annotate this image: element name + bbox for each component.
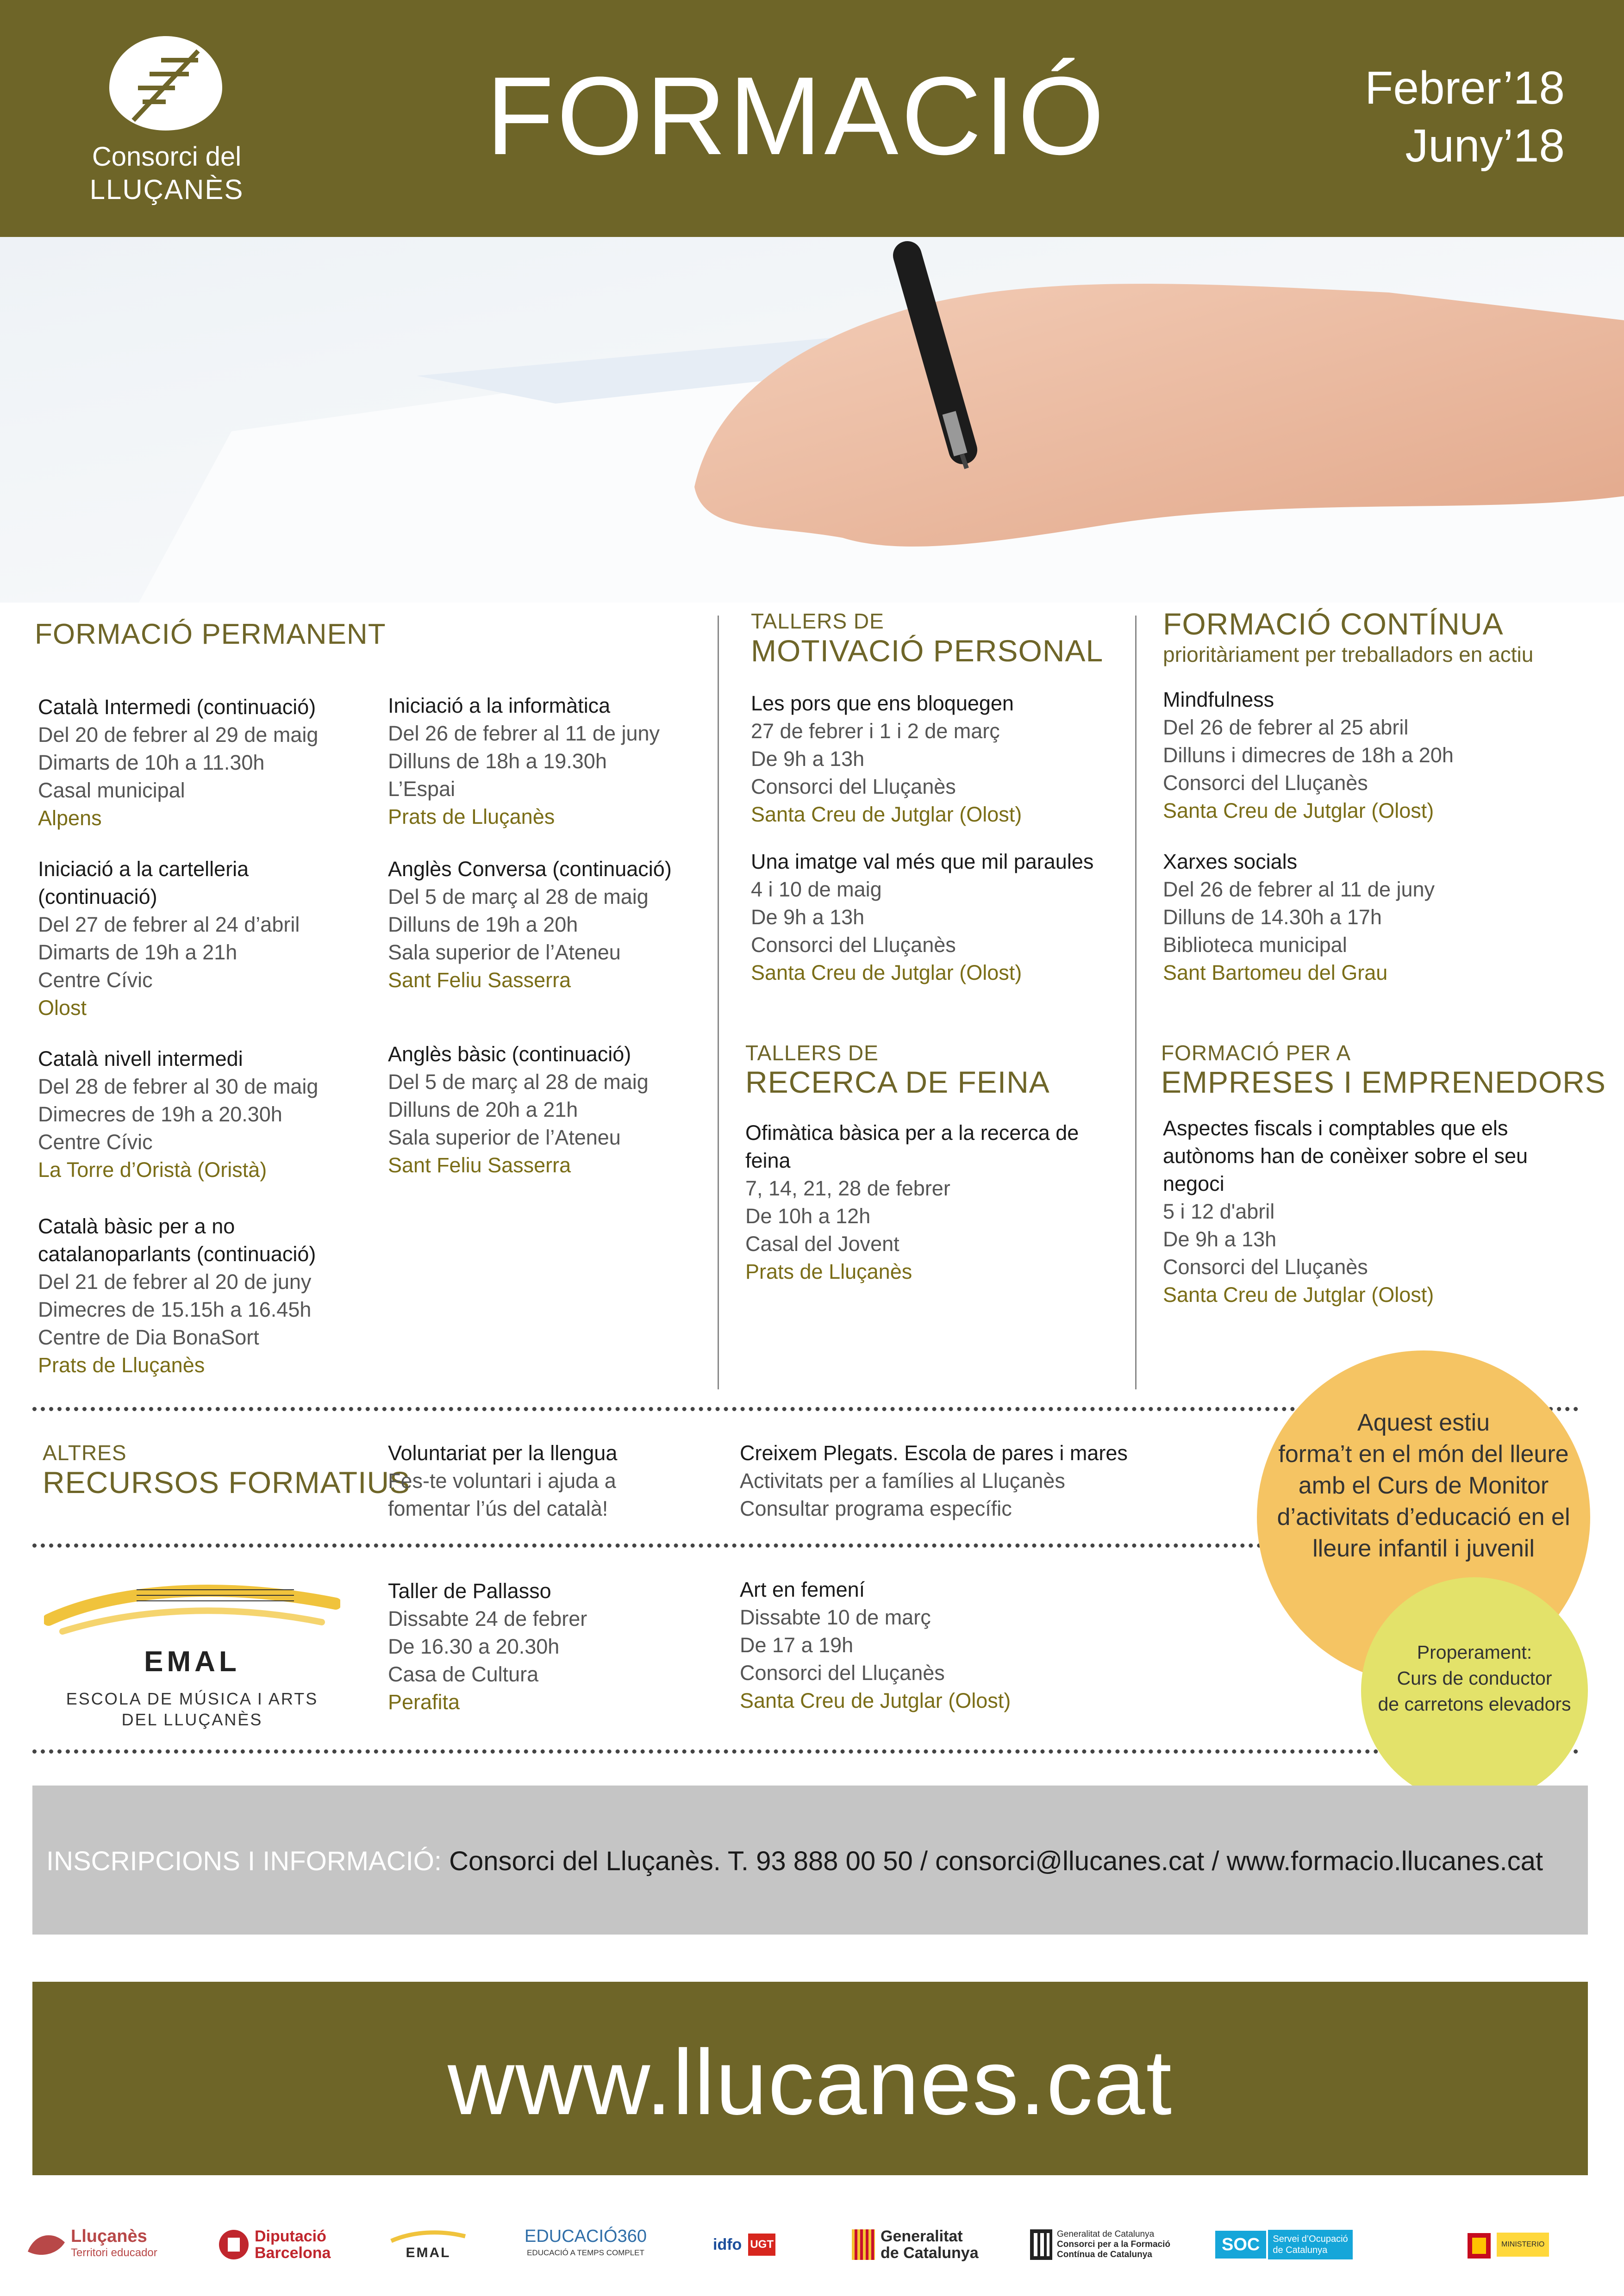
footer-diputacio-1: Diputació [255, 2228, 326, 2245]
contact-info-value[interactable]: Consorci del Lluçanès. T. 93 888 00 50 / consorci@llucanes.cat / www.formacio.llucanes.cat [449, 1846, 1543, 1876]
course-title: Aspectes fiscals i comptables que els [1163, 1116, 1508, 1140]
course-art-femeni [740, 1576, 1011, 1715]
emal-line1: ESCOLA DE MÚSICA I ARTS [66, 1689, 319, 1708]
course-title-2: autònoms han de conèixer sobre el seu [1163, 1144, 1528, 1168]
contact-info [46, 1846, 1583, 1877]
circle-line-5: lleure infantil i juvenil [1312, 1535, 1535, 1562]
course-place: Santa Creu de Jutglar (Olost) [751, 803, 1022, 826]
course-title: Català nivell intermedi [38, 1047, 243, 1070]
course-pors [751, 690, 1022, 828]
course-place: Prats de Lluçanès [388, 805, 555, 828]
course-catala-intermedi [38, 693, 318, 832]
course-schedule: Dilluns de 19h a 20h [388, 913, 578, 936]
contact-info-label: INSCRIPCIONS I INFORMACIÓ: [46, 1846, 442, 1876]
course-schedule: De 10h a 12h [745, 1204, 871, 1228]
emal-line2: DEL LLUÇANÈS [121, 1710, 263, 1729]
course-place: Prats de Lluçanès [38, 1353, 205, 1377]
course-place: Santa Creu de Jutglar (Olost) [1163, 799, 1434, 822]
course-venue: Consorci del Lluçanès [1163, 1255, 1368, 1279]
course-dates: Dissabte 10 de març [740, 1605, 931, 1629]
footer-consorci-3: Contínua de Catalunya [1057, 2250, 1152, 2259]
course-title: Les pors que ens bloquegen [751, 691, 1014, 715]
course-venue: Consorci del Lluçanès [751, 933, 956, 957]
course-schedule: Dilluns i dimecres de 18h a 20h [1163, 743, 1454, 767]
heading-tallers-motivacio-small: TALLERS DE [751, 609, 884, 633]
footer-logo-ministerio [1465, 2221, 1581, 2268]
footer-idfo-text: idfo [713, 2236, 742, 2253]
course-place: Sant Bartomeu del Grau [1163, 961, 1388, 984]
footer-soc-text: SOC [1215, 2231, 1266, 2259]
course-angles-conversa [388, 855, 672, 994]
resource-line-1: Fes-te voluntari i ajuda a [388, 1469, 616, 1493]
circle-line-3: amb el Curs de Monitor [1298, 1472, 1549, 1499]
course-place: Santa Creu de Jutglar (Olost) [1163, 1283, 1434, 1307]
course-schedule: Dimecres de 19h a 20.30h [38, 1102, 282, 1126]
leaf-logo-icon [106, 32, 226, 134]
upcoming-course-text [1368, 1639, 1581, 1717]
course-title: Anglès bàsic (continuació) [388, 1042, 631, 1066]
footer-educacio-text: EDUCACIÓ360 [525, 2227, 647, 2246]
course-venue: Consorci del Lluçanès [740, 1661, 945, 1685]
course-place: Olost [38, 996, 87, 1020]
course-ofimatica [745, 1119, 1079, 1286]
course-imatge [751, 848, 1093, 987]
course-venue: Casa de Cultura [388, 1662, 539, 1686]
emal-music-logo-icon [44, 1576, 340, 1641]
column-divider-1 [718, 616, 719, 1389]
course-venue: Casal municipal [38, 778, 185, 802]
footer-diputacio-2: Barcelona [255, 2244, 331, 2262]
spain-coat-of-arms-icon [1465, 2228, 1493, 2261]
course-place: Sant Feliu Sasserra [388, 968, 571, 992]
heading-recerca-feina: RECERCA DE FEINA [745, 1065, 1050, 1099]
course-cartelleria [38, 855, 300, 1022]
footer-logo-llucanes [25, 2221, 169, 2268]
course-dates: Del 27 de febrer al 24 d’abril [38, 913, 300, 936]
resource-voluntariat [388, 1439, 617, 1523]
heading-formacio-continua: FORMACIÓ CONTÍNUA [1163, 607, 1504, 641]
course-place: Santa Creu de Jutglar (Olost) [751, 961, 1022, 984]
course-schedule: De 17 a 19h [740, 1633, 854, 1657]
footer-generalitat-1: Generalitat [881, 2228, 963, 2245]
dotted-separator-3 [32, 1749, 1579, 1754]
course-place: Perafita [388, 1690, 460, 1714]
emal-small-icon [389, 2228, 468, 2245]
footer-llucanes-text: Lluçanès [71, 2227, 147, 2246]
upcoming-line-1: Properament: [1417, 1642, 1532, 1663]
course-title: Ofimàtica bàsica per a la recerca de [745, 1121, 1079, 1145]
generalitat-senyera-icon [852, 2229, 875, 2260]
course-dates: Del 26 de febrer al 11 de juny [388, 722, 660, 745]
course-schedule: Dilluns de 14.30h a 17h [1163, 905, 1382, 929]
course-dates: Del 21 de febrer al 20 de juny [38, 1270, 312, 1294]
resource-line-1: Activitats per a famílies al Lluçanès [740, 1469, 1065, 1493]
course-title: Una imatge val més que mil paraules [751, 850, 1094, 873]
course-venue: Biblioteca municipal [1163, 933, 1347, 957]
course-dates: Del 28 de febrer al 30 de maig [38, 1075, 319, 1098]
course-venue: Sala superior de l’Ateneu [388, 1126, 621, 1149]
heading-formacio-permanent: FORMACIÓ PERMANENT [35, 618, 386, 650]
footer-emal-text: EMAL [406, 2245, 451, 2260]
heading-empreses-emprenedors: EMPRESES I EMPRENEDORS [1161, 1065, 1606, 1099]
period-end: Juny’18 [1405, 120, 1565, 172]
course-venue: Casal del Jovent [745, 1232, 899, 1256]
course-dates: Del 20 de febrer al 29 de maig [38, 723, 319, 747]
circle-line-1: Aquest estiu [1357, 1409, 1490, 1436]
footer-consorci-2: Consorci per a la Formació [1057, 2240, 1170, 2249]
course-title-3: negoci [1163, 1172, 1224, 1195]
heading-motivacio-personal: MOTIVACIÓ PERSONAL [751, 634, 1104, 668]
course-dates: Dissabte 24 de febrer [388, 1607, 587, 1630]
emal-name: EMAL [144, 1646, 240, 1678]
course-dates: 7, 14, 21, 28 de febrer [745, 1176, 950, 1200]
course-dates: Del 26 de febrer al 25 abril [1163, 716, 1409, 739]
course-taller-pallasso [388, 1577, 587, 1716]
circle-line-4: d’activitats d’educació en el [1277, 1504, 1570, 1531]
consorci-formacio-icon [1030, 2229, 1052, 2260]
course-aspectes-fiscals [1163, 1114, 1528, 1309]
course-place: Sant Feliu Sasserra [388, 1153, 571, 1177]
footer-educacio-sub: EDUCACIÓ A TEMPS COMPLET [527, 2248, 644, 2257]
footer-soc-sub-2: de Catalunya [1273, 2245, 1328, 2255]
course-title: Català bàsic per a no [38, 1214, 235, 1238]
course-venue: Centre Cívic [38, 1130, 153, 1154]
diputacio-icon [218, 2228, 250, 2261]
resource-title: Voluntariat per la llengua [388, 1441, 618, 1465]
course-title-2: feina [745, 1149, 791, 1172]
course-title: Català Intermedi (continuació) [38, 695, 316, 719]
course-schedule: Dilluns de 20h a 21h [388, 1098, 578, 1121]
course-title: Xarxes socials [1163, 850, 1298, 873]
course-xarxes-socials [1163, 848, 1435, 987]
circle-line-2: forma’t en el món del lleure [1278, 1441, 1569, 1468]
footer-logo-soc [1215, 2221, 1400, 2268]
column-divider-2 [1135, 616, 1137, 1389]
course-title: Iniciació a la informàtica [388, 694, 611, 717]
course-dates: 5 i 12 d'abril [1163, 1200, 1275, 1223]
course-venue: Centre Cívic [38, 968, 153, 992]
course-schedule: Dimarts de 10h a 11.30h [38, 751, 265, 774]
course-dates: 4 i 10 de maig [751, 877, 882, 901]
footer-logo-educacio360 [516, 2221, 655, 2268]
course-dates: Del 26 de febrer al 11 de juny [1163, 877, 1435, 901]
period-start: Febrer’18 [1365, 62, 1565, 114]
page-title: FORMACIÓ [486, 54, 1107, 178]
course-venue: Consorci del Lluçanès [751, 775, 956, 798]
upcoming-line-3: de carretons elevadors [1378, 1693, 1571, 1715]
course-place: Santa Creu de Jutglar (Olost) [740, 1689, 1011, 1712]
course-title: Mindfulness [1163, 688, 1274, 711]
course-catala-nivell-intermedi [38, 1045, 318, 1184]
llucanes-territori-icon [25, 2228, 67, 2261]
subheading-continua: prioritàriament per treballadors en actiu [1163, 642, 1534, 666]
footer-logo-generalitat [852, 2221, 981, 2268]
summer-course-text [1262, 1407, 1586, 1564]
course-title: Iniciació a la cartelleria [38, 857, 249, 881]
course-place: Alpens [38, 806, 102, 830]
course-title: Art en femení [740, 1578, 865, 1601]
footer-soc-sub-1: Servei d’Ocupació [1273, 2234, 1348, 2244]
resource-title: Creixem Plegats. Escola de pares i mares [740, 1441, 1128, 1465]
course-angles-basic [388, 1040, 649, 1179]
course-place: Prats de Lluçanès [745, 1260, 912, 1283]
course-schedule: De 16.30 a 20.30h [388, 1635, 560, 1658]
course-venue: Consorci del Lluçanès [1163, 771, 1368, 795]
hand-writing-photo [0, 237, 1624, 603]
upcoming-line-2: Curs de conductor [1397, 1668, 1552, 1689]
footer-logo-emal [384, 2221, 472, 2268]
resource-creixem-plegats [740, 1439, 1128, 1523]
heading-tallers-recerca-small: TALLERS DE [745, 1041, 879, 1065]
resource-line-2: Consultar programa específic [740, 1497, 1012, 1520]
course-place: La Torre d’Oristà (Oristà) [38, 1158, 267, 1182]
footer-ministerio-text: MINISTERIO [1497, 2233, 1549, 2257]
heading-empreses-small: FORMACIÓ PER A [1161, 1041, 1351, 1065]
footer-llucanes-sub: Territori educador [71, 2246, 157, 2259]
course-schedule: De 9h a 13h [1163, 1227, 1277, 1251]
course-title: Anglès Conversa (continuació) [388, 857, 672, 881]
course-venue: Sala superior de l’Ateneu [388, 940, 621, 964]
course-title-2: catalanoparlants (continuació) [38, 1242, 316, 1266]
course-catala-basic [38, 1213, 316, 1379]
course-venue: L’Espai [388, 777, 456, 801]
heading-recursos-formatius: RECURSOS FORMATIUS [43, 1465, 411, 1500]
course-schedule: Dimecres de 15.15h a 16.45h [38, 1298, 312, 1321]
footer-consorci-1: Generalitat de Catalunya [1057, 2229, 1155, 2239]
course-schedule: De 9h a 13h [751, 905, 865, 929]
course-dates: Del 5 de març al 28 de maig [388, 885, 649, 908]
footer-logo-idfo-ugt [713, 2221, 787, 2268]
course-title-2: (continuació) [38, 885, 157, 908]
logo-text-consorci: Consorci del [92, 142, 242, 172]
logo-text-llucanes: LLUÇANÈS [89, 174, 244, 205]
course-schedule: Dimarts de 19h a 21h [38, 940, 237, 964]
footer-ugt-text: UGT [748, 2234, 775, 2256]
course-dates: 27 de febrer i 1 i 2 de març [751, 719, 1000, 743]
course-dates: Del 5 de març al 28 de maig [388, 1070, 649, 1094]
course-title: Taller de Pallasso [388, 1579, 551, 1603]
footer-logo-diputacio [218, 2221, 338, 2268]
resource-line-2: fomentar l’ús del català! [388, 1497, 608, 1520]
course-mindfulness [1163, 686, 1454, 825]
course-informatica [388, 692, 660, 831]
course-schedule: De 9h a 13h [751, 747, 865, 771]
heading-altres-small: ALTRES [43, 1441, 127, 1465]
footer-logo-consorci-formacio [1030, 2221, 1215, 2268]
footer-generalitat-2: de Catalunya [881, 2244, 979, 2262]
course-venue: Centre de Dia BonaSort [38, 1325, 259, 1349]
website-link[interactable]: www.llucanes.cat [448, 2031, 1173, 2134]
course-schedule: Dilluns de 18h a 19.30h [388, 749, 607, 773]
